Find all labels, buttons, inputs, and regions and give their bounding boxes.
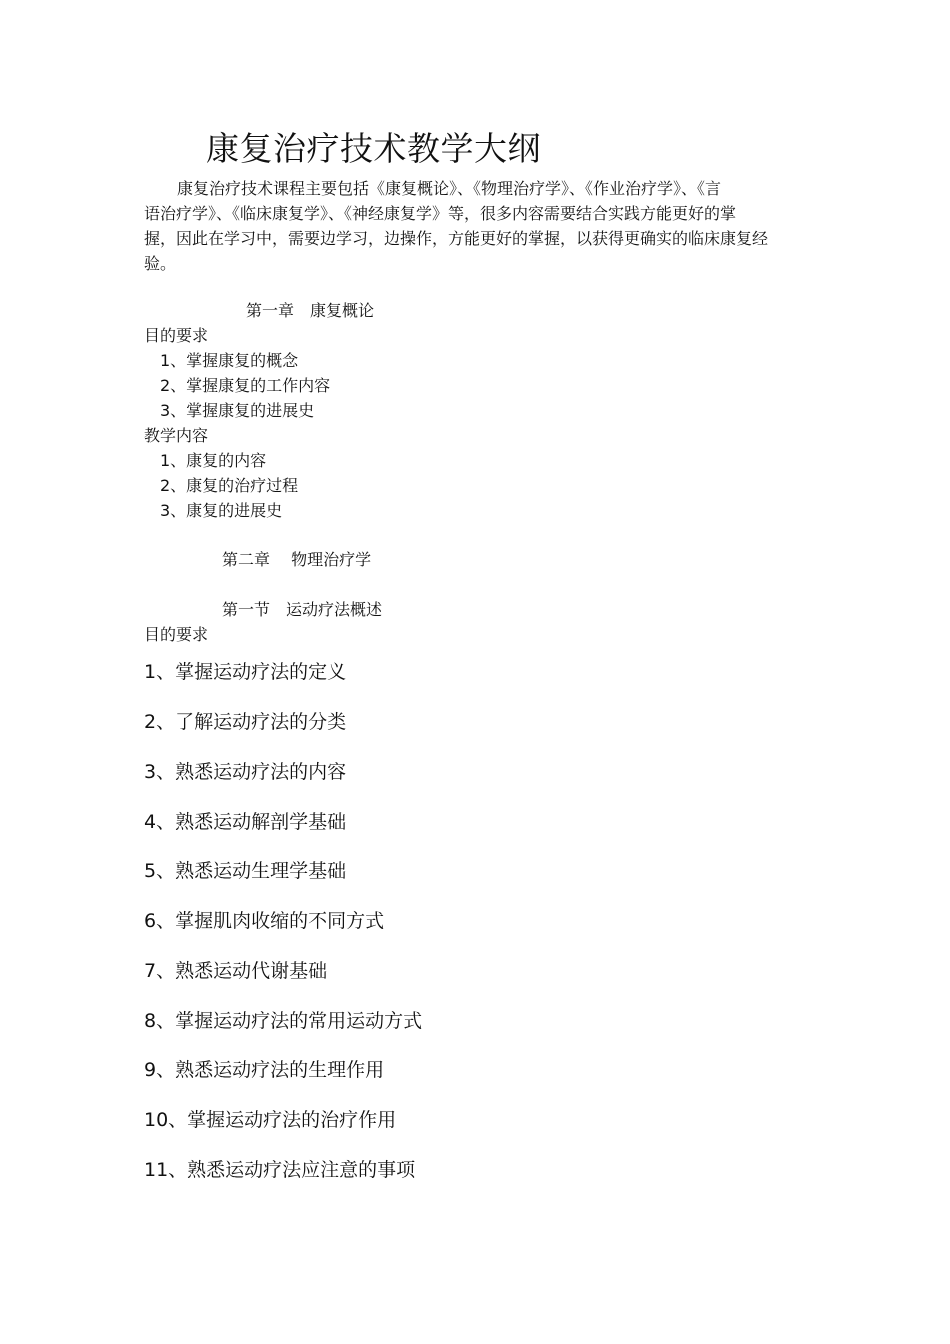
chapter1-content-item: 3、康复的进展史 xyxy=(160,501,283,520)
chapter2-objective-item: 2、了解运动疗法的分类 xyxy=(144,711,347,733)
chapter1-objective-item: 1、掌握康复的概念 xyxy=(160,351,299,370)
chapter1-content-item: 2、康复的治疗过程 xyxy=(160,476,299,495)
chapter2-objective-item: 4、熟悉运动解剖学基础 xyxy=(144,811,347,833)
chapter2-objective-item: 11、熟悉运动疗法应注意的事项 xyxy=(144,1159,416,1181)
document-title: 康复治疗技术教学大纲 xyxy=(206,129,541,168)
chapter1-content-item: 1、康复的内容 xyxy=(160,451,267,470)
chapter2-objective-item: 5、熟悉运动生理学基础 xyxy=(144,860,347,882)
intro-paragraph xyxy=(144,176,804,276)
chapter2-objective-item: 7、熟悉运动代谢基础 xyxy=(144,960,328,982)
chapter2-objective-item: 1、掌握运动疗法的定义 xyxy=(144,661,347,683)
chapter1-objective-item: 3、掌握康复的进展史 xyxy=(160,401,315,420)
chapter2-objective-item: 3、熟悉运动疗法的内容 xyxy=(144,761,347,783)
chapter2-objective-item: 10、掌握运动疗法的治疗作用 xyxy=(144,1109,397,1131)
chapter1-objective-item: 2、掌握康复的工作内容 xyxy=(160,376,331,395)
intro-line: 语治疗学》、《临床康复学》、《神经康复学》等，很多内容需要结合实践方能更好的掌 xyxy=(144,204,737,223)
chapter1-content-label: 教学内容 xyxy=(144,426,209,445)
chapter1-heading: 第一章 康复概论 xyxy=(246,301,375,320)
intro-line: 握，因此在学习中，需要边学习，边操作，方能更好的掌握，以获得更确实的临床康复经 xyxy=(144,229,769,248)
chapter1-objectives-label: 目的要求 xyxy=(144,326,209,345)
chapter2-objective-item: 9、熟悉运动疗法的生理作用 xyxy=(144,1059,385,1081)
intro-line: 康复治疗技术课程主要包括《康复概论》、《物理治疗学》、《作业治疗学》、《言 xyxy=(177,179,722,198)
chapter2-objective-item: 6、掌握肌肉收缩的不同方式 xyxy=(144,910,385,932)
intro-line: 验。 xyxy=(144,254,177,273)
chapter2-section-heading: 第一节 运动疗法概述 xyxy=(222,600,383,619)
chapter2-heading: 第二章 物理治疗学 xyxy=(222,550,372,569)
chapter2-objectives-label: 目的要求 xyxy=(144,625,209,644)
chapter2-objective-item: 8、掌握运动疗法的常用运动方式 xyxy=(144,1010,423,1032)
